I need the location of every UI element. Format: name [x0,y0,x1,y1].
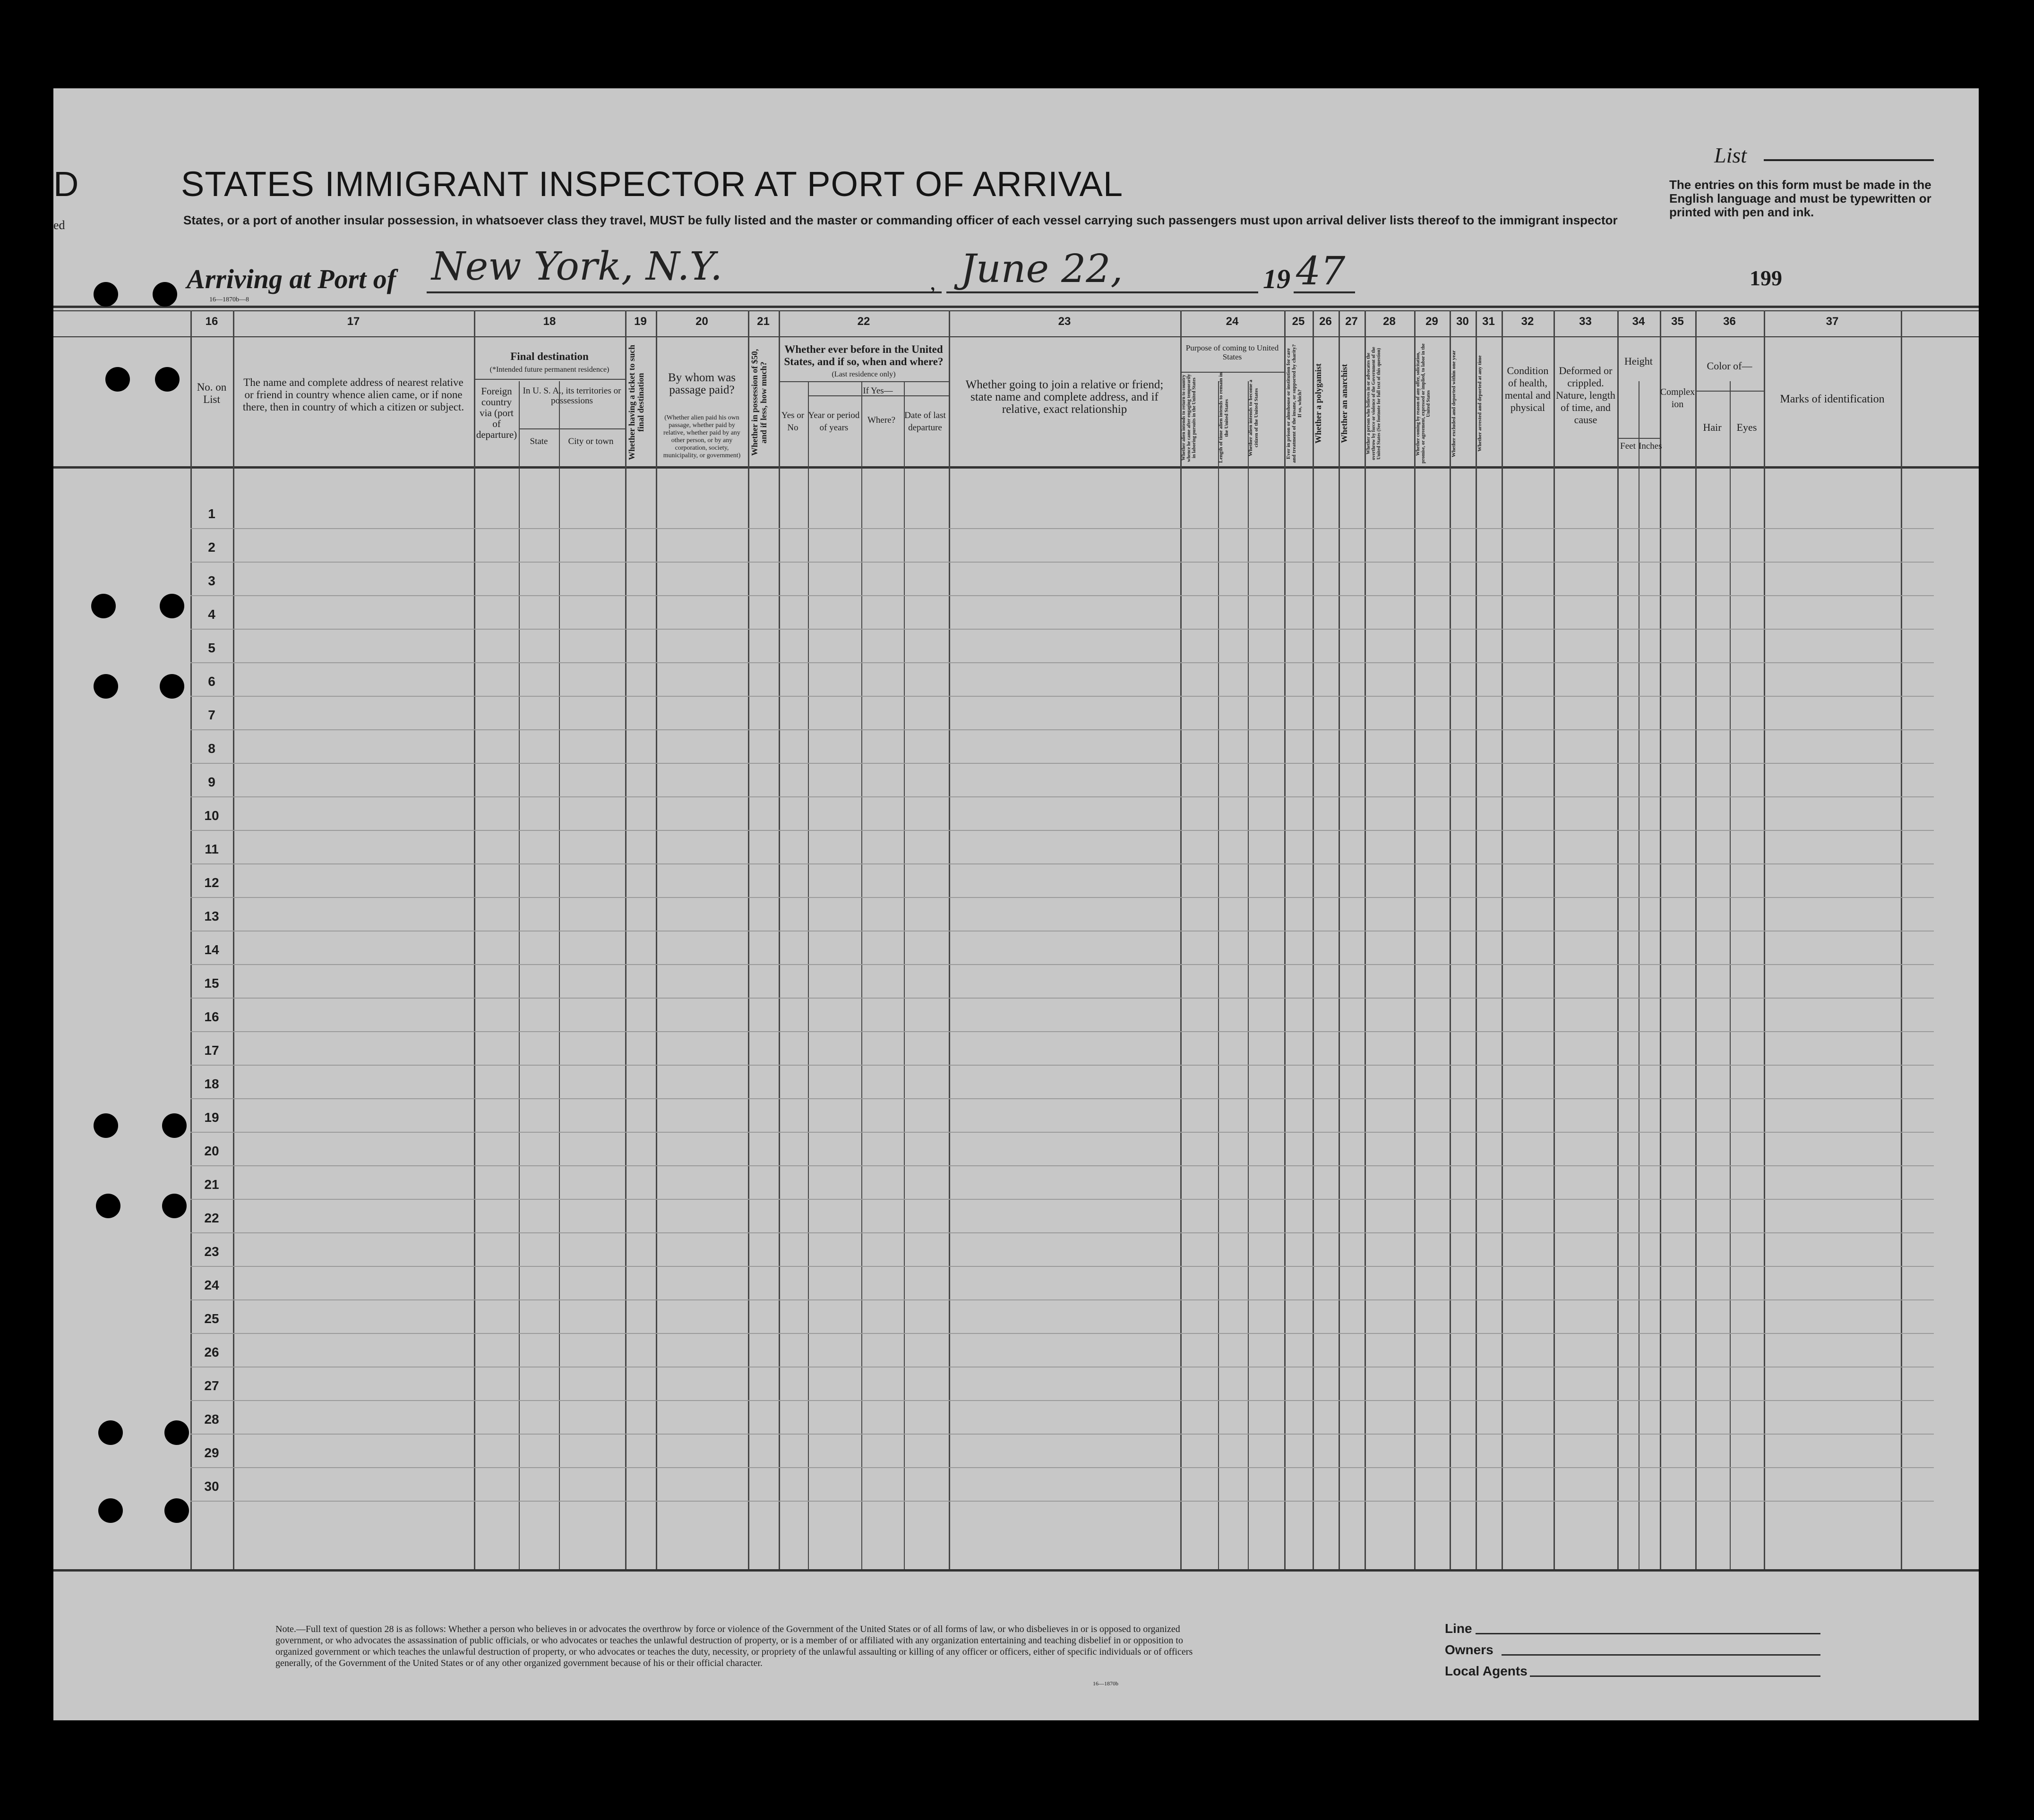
row-number: 5 [208,641,215,655]
col-header-25: Ever in prison or almshouse or institution for care and treatment of the insane, or supported by charity? If so, which? [1286,344,1303,463]
column-divider [1450,310,1451,1569]
left-fragment: ed [53,218,65,232]
row-number: 21 [204,1177,219,1192]
col-header-28: Whether a person who believes in or advocates the overthrow by force or violence of the Government of the United States (See footnote for full text of this question) [1366,347,1382,461]
col-header-22-yesno: Yes or No [781,410,805,433]
row-number: 8 [208,741,215,756]
column-divider [1502,310,1503,1569]
row-divider [190,562,1934,563]
column-divider [625,310,627,1569]
row-divider [190,763,1934,764]
col-header-22-ifyes: If Yes— [863,386,893,396]
row-number: 10 [204,808,219,823]
col-num-26: 26 [1319,315,1332,328]
col-num-25: 25 [1292,315,1305,328]
form-title: STATES IMMIGRANT INSPECTOR AT PORT OF ARRIVAL [181,164,1124,204]
col-num-34: 34 [1632,315,1645,328]
col-header-18-city: City or town [568,436,614,446]
row-divider [190,1501,1934,1502]
year-blank [1294,291,1355,293]
header-top-rule [53,306,1979,308]
row-number: 19 [204,1110,219,1125]
column-divider [190,310,192,1569]
year-handwritten: 47 [1296,249,1346,294]
row-number: 22 [204,1211,219,1225]
col-header-18-sub: (*Intended future permanent residence) [489,366,609,374]
binder-hole [155,367,180,392]
row-number: 13 [204,909,219,923]
col-num-23: 23 [1058,315,1071,328]
binder-hole [162,1194,187,1218]
row-divider [190,1333,1934,1334]
col-num-36: 36 [1723,315,1736,328]
col-header-27: Whether an anarchist [1339,364,1349,444]
port-handwritten: New York, N.Y. [431,244,723,289]
col-header-22: Whether ever before in the United States, and if so, when and where? [784,343,944,367]
line-blank [1476,1633,1820,1634]
header-subrule [1617,438,1660,439]
column-divider [1617,310,1619,1569]
row-number: 20 [204,1144,219,1158]
column-divider [779,310,780,1569]
column-divider [861,381,862,1569]
col-header-36-hair: Hair [1703,421,1722,433]
row-divider [190,796,1934,797]
row-divider [190,897,1934,898]
year-printed: 19 [1263,264,1290,294]
column-divider [1553,310,1555,1569]
owners-blank [1502,1654,1820,1656]
binder-hole [162,1113,187,1138]
col-num-31: 31 [1482,315,1495,328]
row-divider [190,1434,1934,1435]
col-header-19: Whether having a ticket to such final destination [627,344,645,461]
form-code: 16—1870b—8 [209,296,249,303]
header-subrule [519,428,625,429]
binder-hole [94,282,118,307]
col-num-20: 20 [695,315,708,328]
row-number: 4 [208,607,215,622]
col-header-24: Purpose of coming to United States [1185,343,1279,361]
col-header-24-length: Length of time alien intends to remain in the United States [1218,372,1229,463]
row-number: 17 [204,1043,219,1058]
row-divider [190,998,1934,999]
col-header-24-citizen: Whether alien intends to become a citizen of the United States [1248,379,1259,456]
column-divider [1248,381,1249,1569]
column-divider [1476,310,1477,1569]
col-header-18: Final destination [510,350,589,362]
column-divider [1365,310,1366,1569]
col-num-37: 37 [1826,315,1839,328]
column-divider [1695,310,1697,1569]
manifest-sheet [53,88,1979,1720]
row-number: 12 [204,875,219,890]
date-handwritten: June 22, [961,247,1123,291]
row-number: 14 [204,942,219,957]
col-num-21: 21 [757,315,770,328]
column-divider [949,310,950,1569]
column-divider [1764,310,1765,1569]
row-divider [190,696,1934,697]
row-number: 2 [208,540,215,555]
binder-hole [105,367,130,392]
col-header-29: Whether coming by reason of any offer, solicitation, promise, or agreement, expressed or implied, to labor in the United States [1416,343,1431,464]
row-divider [190,1266,1934,1267]
col-header-18-foreign: Foreign country via (port of departure) [476,385,517,440]
col-header-30: Whether excluded and deported within one year [1451,350,1457,457]
col-num-33: 33 [1579,315,1592,328]
col-header-21: Whether in possession of $50, and if less, how much? [750,349,768,456]
col-num-22: 22 [857,315,870,328]
row-divider [190,1199,1934,1200]
binder-hole [98,1498,123,1523]
row-divider [190,1400,1934,1401]
column-divider [1660,310,1661,1569]
row-number: 25 [204,1311,219,1326]
col-num-17: 17 [347,315,360,328]
binder-hole [160,674,184,699]
col-header-34: Height [1624,355,1653,367]
col-num-18: 18 [543,315,556,328]
date-blank [946,291,1258,293]
col-num-35: 35 [1671,315,1684,328]
row-divider [190,1165,1934,1166]
binder-hole [164,1498,189,1523]
title-fragment: D [53,164,79,204]
column-divider [233,310,234,1569]
column-divider [904,381,905,1569]
col-header-20-sub: (Whether alien paid his own passage, whether paid by relative, whether paid by any other person, or by any corporation, society, municipality, or government) [663,414,741,459]
row-divider [190,1065,1934,1066]
col-header-20: By whom was passage paid? [668,371,736,396]
col-num-32: 32 [1521,315,1534,328]
form-subtitle: States, or a port of another insular possession, in whatsoever class they travel, MUST be fully listed and the master or commanding officer of each vessel carrying such passengers must upon arrival deliver lists thereof to the immigrant inspector [183,213,1618,227]
row-number: 3 [208,573,215,588]
row-number: 30 [204,1479,219,1494]
column-divider [808,381,809,1569]
binder-hole [98,1420,123,1445]
footnote-code: 16—1870b [1093,1680,1118,1687]
col-header-17: The name and complete address of nearest relative or friend in country whence alien came, or if none there, then in country of which a citizen or subject. [242,376,464,413]
column-divider [656,310,657,1569]
column-divider [519,381,520,1569]
column-divider [1339,310,1340,1569]
footnote: Note.—Full text of question 28 is as follows: Whether a person who believes in or advocates the overthrow by force or violence of the Government of the United States or of all forms of law, or who disbelieves in or is opposed to organized government, or who advocates the assassination of public officials, or who advocates or teaches the unlawful destruction of property, or is a member of or affiliated with any organization entertaining and teaching disbelief in or opposition to organized government or which teaches the unlawful destruction of property, or who advocates or teaches the duty, necessity, or propriety of the unlawful assaulting or killing of any officer or officers, either of specific individuals or of officers generally, of the Government of the United States or of any other organized government because of his or their official character. [275,1624,1193,1668]
binder-hole [96,1194,120,1218]
row-divider [190,964,1934,965]
row-number: 7 [208,708,215,722]
header-subrule [779,381,949,382]
col-header-22-year: Year or period of years [808,410,860,433]
row-divider [190,863,1934,864]
row-number: 28 [204,1412,219,1427]
row-divider [190,830,1934,831]
binder-hole [94,674,118,699]
table-bottom-rule [53,1569,1979,1572]
page-number: 199 [1750,266,1782,290]
list-label: List [1714,143,1747,167]
english-language-notice: The entries on this form must be made in the English language and must be typewritten or printed with pen and ink. [1669,178,1931,219]
column-divider [1901,310,1902,1569]
header-subrule [474,379,625,380]
port-blank [427,291,942,293]
col-num-19: 19 [634,315,647,328]
col-num-16: 16 [205,315,218,328]
row-number: 9 [208,775,215,789]
row-number: 15 [204,976,219,991]
local-agents-label: Local Agents [1445,1664,1528,1678]
column-divider [748,310,749,1569]
col-num-30: 30 [1456,315,1469,328]
col-header-34-feet: Feet [1620,441,1636,451]
binder-hole [91,594,116,618]
row-divider [190,1299,1934,1300]
row-divider [190,595,1934,596]
col-header-24-return: Whether alien intends to return to country whence he came after engaging temporarily in laboring pursuits in the United States [1181,374,1197,462]
col-header-22-sub: (Last residence only) [832,370,896,378]
binder-hole [164,1420,189,1445]
row-divider [190,1232,1934,1233]
row-divider [190,1132,1934,1133]
row-divider [190,528,1934,529]
binder-hole [94,1113,118,1138]
col-header-22-where: Where? [867,415,896,425]
column-divider [559,381,560,1569]
list-blank [1764,159,1934,161]
row-number: 11 [205,842,219,856]
arriving-label: Arriving at Port of [187,264,396,294]
row-number: 23 [204,1244,219,1259]
row-number: 16 [204,1009,219,1024]
row-divider [190,729,1934,730]
col-header-16: No. on List [197,381,227,405]
column-divider [1313,310,1314,1569]
col-header-34-inches: Inches [1639,441,1662,451]
col-header-36: Color of— [1707,360,1752,372]
row-divider [190,629,1934,630]
row-divider [190,662,1934,663]
line-label: Line [1445,1621,1472,1636]
column-divider [1218,381,1219,1569]
header-top-rule-2 [53,310,1979,311]
col-header-18-state: State [530,436,548,446]
port-comma: , [930,268,936,295]
col-header-36-eyes: Eyes [1736,421,1757,433]
column-divider [1284,310,1286,1569]
col-header-18-usa: In U. S. A., its territories or possessions [523,386,621,406]
header-subrule [1695,391,1764,392]
col-num-28: 28 [1383,315,1396,328]
header-bottom-rule [53,466,1979,469]
col-num-29: 29 [1425,315,1438,328]
col-header-32: Condition of health, mental and physical [1504,365,1551,413]
row-divider [190,1467,1934,1468]
colnum-rule [53,336,1979,337]
column-divider [1180,310,1182,1569]
col-num-27: 27 [1345,315,1358,328]
column-divider [474,310,475,1569]
row-number: 24 [204,1278,219,1292]
row-divider [190,1031,1934,1032]
col-num-24: 24 [1226,315,1239,328]
row-number: 1 [208,506,215,521]
row-number: 29 [204,1445,219,1460]
binder-hole [153,282,177,307]
row-divider [190,1098,1934,1099]
col-header-31: Whether arrested and deported at any time [1477,355,1483,452]
col-header-33: Deformed or crippled. Nature, length of time, and cause [1556,365,1615,426]
col-header-23: Whether going to join a relative or friend; state name and complete address, and if relative, exact relationship [965,378,1164,416]
row-number: 26 [204,1345,219,1359]
row-number: 6 [208,674,215,689]
col-header-37: Marks of identification [1780,393,1885,405]
col-header-26: Whether a polygamist [1313,363,1323,444]
column-divider [1414,310,1416,1569]
row-number: 27 [204,1378,219,1393]
column-divider [1730,381,1731,1569]
local-agents-blank [1530,1675,1820,1677]
owners-label: Owners [1445,1642,1493,1657]
col-header-22-departure: Date of last departure [904,410,946,433]
row-number: 18 [204,1077,219,1091]
binder-hole [160,594,184,618]
col-header-35: Complexion [1660,387,1695,410]
